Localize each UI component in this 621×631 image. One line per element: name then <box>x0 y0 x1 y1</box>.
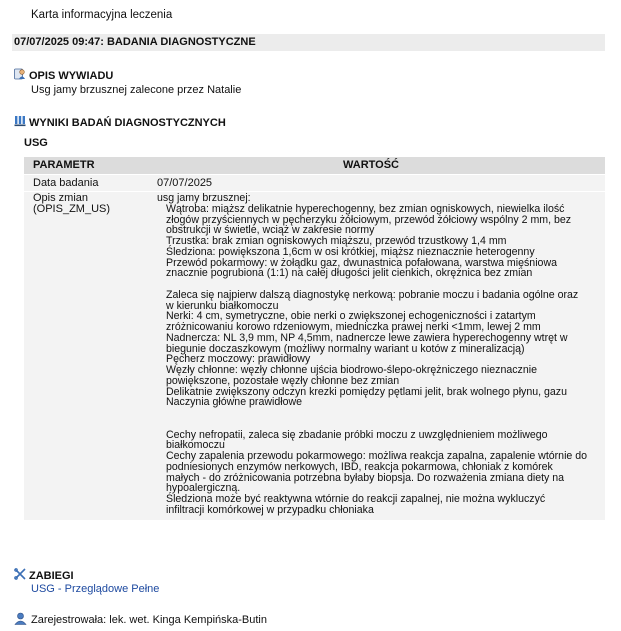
desc-line: Śledziona: powiększona 1,6cm w osi krótkiej, miąższ nieznacznie heterogenny <box>166 245 535 258</box>
desc-line: w kierunku białkomoczu <box>166 299 279 312</box>
desc-line: biegunie doczaszkowym (możliwy normalny wariant u kotów z mineralizacją) <box>166 342 525 355</box>
desc-line: powiększone, pozostałe węzły chłonne bez zmian <box>166 374 400 387</box>
table-header <box>24 157 605 174</box>
desc-line: hypoalergiczną. <box>166 482 241 495</box>
document-title: Karta informacyjna leczenia <box>31 9 173 21</box>
interview-heading: OPIS WYWIADU <box>14 68 113 83</box>
microscope-icon <box>14 115 29 130</box>
desc-line: Cechy zapalenia przewodu pokarmowego: możliwa reakcja zapalna, zapalenie wtórnie do <box>166 450 588 462</box>
desc-line: Cechy nefropatii, zaleca się zbadanie próbki moczu z uwzględnieniem możliwego <box>166 428 548 441</box>
desc-label: Opis zmian <box>33 192 89 204</box>
desc-line: Przewód pokarmowy: w żołądku gaz, dwunastnica pofałowana, warstwa mięśniowa <box>166 256 557 269</box>
column-value: WARTOŚĆ <box>342 159 400 171</box>
procedure-icon <box>14 568 29 583</box>
desc-line: złogów przyściennych w pęcherzyku żółciowym, przewód żółciowy wspólny 2 mm, bez <box>166 213 572 226</box>
desc-code: (OPIS_ZM_US) <box>33 203 111 215</box>
desc-line <box>157 408 605 419</box>
exam-name: USG <box>24 137 48 149</box>
interview-person-icon <box>14 68 29 83</box>
interview-text: Usg jamy brzusznej zalecone przez Natalie <box>31 84 242 96</box>
date-value: 07/07/2025 <box>157 177 213 189</box>
desc-line: infiltracji komórkowej w przypadku chłoniaka <box>166 503 374 516</box>
desc-line: Delikatnie zwiększony odczyn krezki pomiędzy pętlami jelit, brak wolnego płynu, gazu <box>166 385 567 398</box>
desc-line <box>157 419 605 430</box>
table-row <box>24 175 605 191</box>
date-label: Data badania <box>33 177 99 189</box>
registered-line: Zarejestrowała: lek. wet. Kinga Kempińska-Butin <box>14 612 267 628</box>
desc-line: Zaleca się najpierw dalszą diagnostykę nerkową: pobranie moczu i badania ogólne oraz <box>166 288 579 301</box>
procedure-link[interactable]: USG - Przeglądowe Pełne <box>31 583 160 595</box>
table-row <box>24 192 605 520</box>
desc-line: Pęcherz moczowy: prawidłowy <box>166 353 311 366</box>
desc-line: Wątroba: miąższ delikatnie hyperechogenny, bez zmian ogniskowych, niewielka ilość <box>166 202 565 215</box>
desc-line: znacznie pogrubiona (1:1) na całej długości jelit cienkich, okrężnica bez zmian <box>166 267 533 280</box>
desc-line: podniesionych enzymów nerkowych, IBD, reakcja pokarmowa, chłoniak z komórek <box>166 460 553 473</box>
procedures-heading: ZABIEGI <box>14 568 74 583</box>
desc-line: Węzły chłonne: węzły chłonne ujścia biodrowo-ślepo-okrężniczego nieznacznie <box>166 364 537 376</box>
desc-line: obstrukcji w świetle, wciąż w zakresie normy <box>166 224 375 237</box>
desc-line: zróżnicowaniu korowo rdzeniowym, miedniczka prawej nerki <1mm, lewej 2 mm <box>166 321 541 333</box>
entry-header: 07/07/2025 09:47: BADANIA DIAGNOSTYCZNE <box>12 34 605 51</box>
user-icon <box>14 612 27 628</box>
results-table <box>24 157 605 520</box>
desc-line: Nadnercza: NL 3,9 mm, NP 4,5mm, nadnercze lewe zawiera hyperechogenny wtręt w <box>166 331 568 344</box>
desc-lines <box>157 193 605 516</box>
desc-line: Śledziona może być reaktywna wtórnie do reakcji zapalnej, nie można wykluczyć <box>166 493 546 505</box>
results-heading: WYNIKI BADAŃ DIAGNOSTYCZNYCH <box>14 115 226 130</box>
desc-line: Nerki: 4 cm, symetryczne, obie nerki o zwiększonej echogeniczności i zatartym <box>166 310 536 323</box>
desc-line: Trzustka: brak zmian ogniskowych miąższu, przewód trzustkowy 1,4 mm <box>166 235 507 247</box>
desc-line: usg jamy brzusznej: <box>157 192 251 204</box>
desc-line: Naczynia główne prawidłowe <box>166 396 303 409</box>
column-param: PARAMETR <box>33 159 95 171</box>
desc-line: białkomoczu <box>166 439 225 452</box>
desc-line: małych - do zróżnicowania potrzebna byłaby biopsja. Do rozważenia zmiana diety na <box>166 471 565 484</box>
